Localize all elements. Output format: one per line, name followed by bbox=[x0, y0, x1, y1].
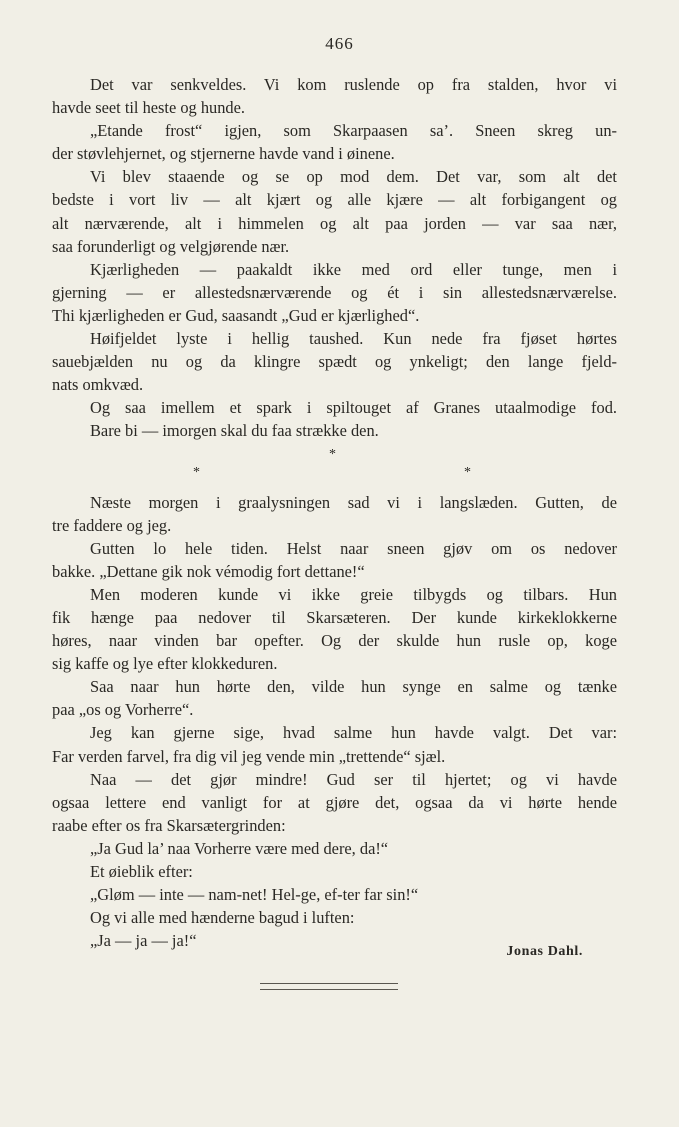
asterism-star: * bbox=[193, 464, 200, 480]
text-line: Thi kjærligheden er Gud, saasandt „Gud er kjærlighed“. bbox=[52, 305, 420, 325]
text-line: Bare bi — imorgen skal du faa strække den. bbox=[90, 421, 379, 441]
text-line: raabe efter os fra Skarsætergrinden: bbox=[52, 815, 286, 835]
text-line: alt nærværende, alt i himmelen og alt paa jorden — var saa nær, bbox=[52, 213, 617, 233]
text-line: fik hænge paa nedover til Skarsæteren. Der kunde kirkeklokkerne bbox=[52, 607, 617, 627]
text-line: sig kaffe og lye efter klokkeduren. bbox=[52, 654, 278, 674]
text-line: Og vi alle med hænderne bagud i luften: bbox=[90, 908, 355, 928]
asterism-star: * bbox=[329, 446, 336, 462]
author-signature: Jonas Dahl. bbox=[506, 944, 583, 959]
text-line: tre faddere og jeg. bbox=[52, 515, 172, 535]
text-line: Naa — det gjør mindre! Gud ser til hjertet; og vi havde bbox=[90, 769, 617, 789]
text-section-2 bbox=[52, 491, 617, 953]
text-line: Det var senkveldes. Vi kom ruslende op fra stalden, hvor vi bbox=[90, 75, 617, 94]
section-break bbox=[52, 443, 617, 491]
closing-rule bbox=[260, 983, 398, 990]
text-line: saa forunderligt og velgjørende nær. bbox=[52, 236, 290, 256]
text-line: Næste morgen i graalysningen sad vi i langslæden. Gutten, de bbox=[90, 492, 617, 512]
text-line: „Gløm — inte — nam-net! Hel-ge, ef-ter far sin!“ bbox=[90, 885, 419, 905]
text-section-1 bbox=[52, 73, 617, 443]
text-line: nats omkvæd. bbox=[52, 375, 144, 395]
text-line: „Etande frost“ igjen, som Skarpaasen sa’. Sneen skreg un- bbox=[90, 121, 617, 141]
text-line: sauebjælden nu og da klingre spædt og ynkeligt; den lange fjeld- bbox=[52, 352, 617, 372]
text-line: Far verden farvel, fra dig vil jeg vende min „trettende“ sjæl. bbox=[52, 746, 446, 766]
asterism-star: * bbox=[464, 464, 471, 480]
text-line: havde seet til heste og hunde. bbox=[52, 98, 245, 118]
text-line: der støvlehjernet, og stjernerne havde vand i øinene. bbox=[52, 144, 395, 164]
text-line: Et øieblik efter: bbox=[90, 862, 193, 881]
text-line: gjerning — er allestedsnærværende og ét i sin allestedsnærværelse. bbox=[52, 282, 617, 302]
text-line: Høifjeldet lyste i hellig taushed. Kun nede fra fjøset hørtes bbox=[90, 329, 617, 349]
text-line: Men moderen kunde vi ikke greie tilbygds og tilbars. Hun bbox=[90, 584, 617, 604]
text-line: Vi blev staaende og se op mod dem. Det var, som alt det bbox=[90, 167, 617, 187]
text-line: paa „os og Vorherre“. bbox=[52, 700, 194, 720]
text-line: Saa naar hun hørte den, vilde hun synge en salme og tænke bbox=[90, 677, 617, 697]
body-text bbox=[52, 73, 617, 952]
text-line: Og saa imellem et spark i spiltouget af Granes utaalmodige fod. bbox=[90, 398, 617, 418]
text-line: „Ja Gud la’ naa Vorherre være med dere, da!“ bbox=[90, 838, 389, 858]
text-line: Kjærligheden — paakaldt ikke med ord eller tunge, men i bbox=[90, 259, 617, 279]
page-number: 466 bbox=[325, 34, 354, 53]
text-line: høres, naar vinden bar opefter. Og der skulde hun rusle op, koge bbox=[52, 631, 617, 651]
text-line: ogsaa lettere end vanligt for at gjøre det, ogsaa da vi hørte hende bbox=[52, 792, 617, 812]
text-line: Jeg kan gjerne sige, hvad salme hun havde valgt. Det var: bbox=[90, 723, 617, 743]
text-line: Gutten lo hele tiden. Helst naar sneen gjøv om os nedover bbox=[90, 538, 617, 558]
text-line: bakke. „Dettane gik nok vémodig fort dettane!“ bbox=[52, 561, 365, 581]
text-line: „Ja — ja — ja!“ bbox=[90, 931, 197, 951]
text-line: bedste i vort liv — alt kjært og alle kjære — alt forbigangent og bbox=[52, 190, 617, 210]
